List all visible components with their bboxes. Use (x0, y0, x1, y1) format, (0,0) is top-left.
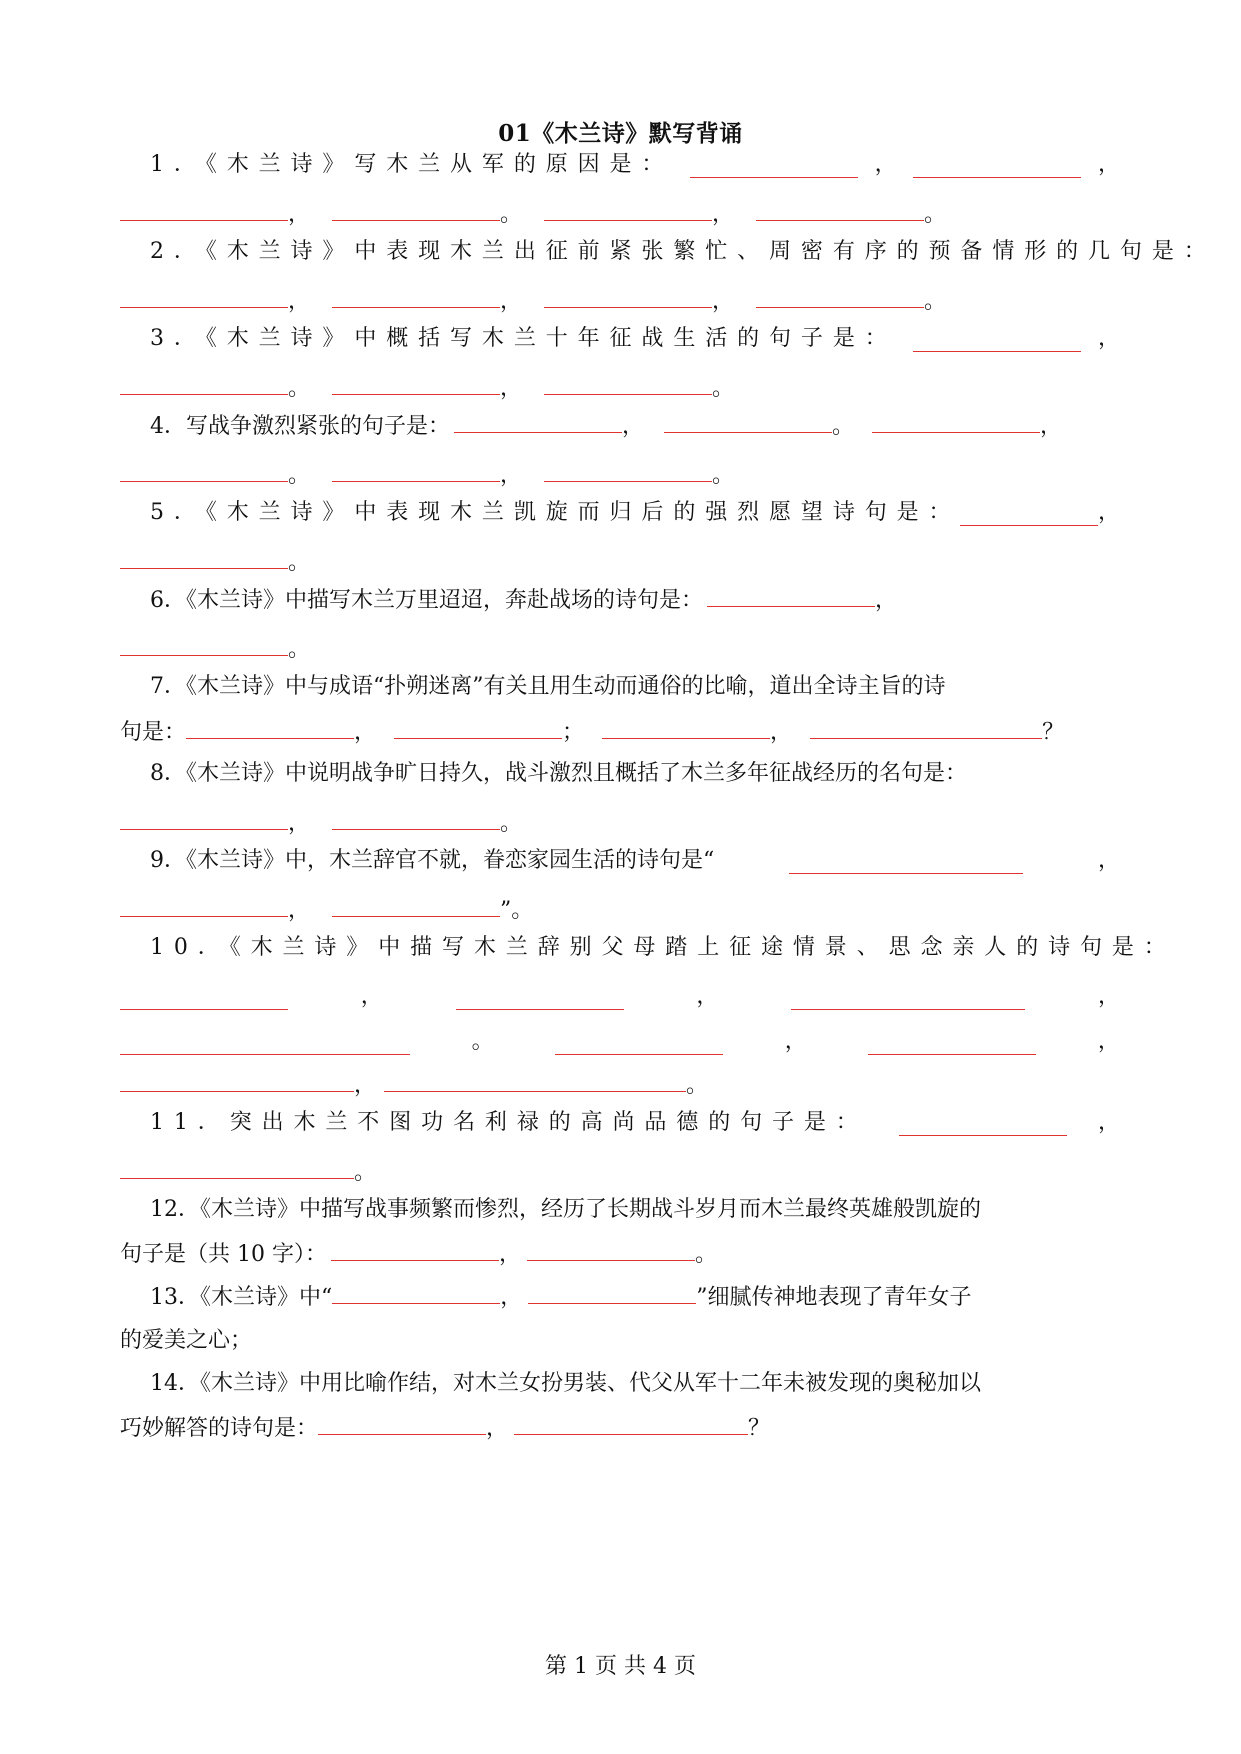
punctuation: ， (622, 414, 645, 439)
answer-blank[interactable] (120, 804, 288, 830)
punctuation: ， (712, 202, 735, 227)
q1-stem: 《木兰诗》写木兰从军的原因是： (205, 152, 674, 177)
answer-blank[interactable] (120, 543, 288, 569)
q9-line1 (120, 842, 1120, 880)
q14-line1 (120, 1365, 1120, 1403)
q9-stem: 《木兰诗》中，木兰辞官不就，眷恋家园生活的诗句是“ (186, 848, 715, 873)
answer-blank[interactable] (332, 456, 500, 482)
punctuation: ， (875, 588, 898, 613)
q5-stem: 《木兰诗》中表现木兰凯旋而归后的强烈愿望诗句是： (205, 500, 961, 525)
q9-line2 (120, 891, 1120, 929)
punctuation: ， (1097, 848, 1120, 873)
answer-blank[interactable] (120, 1153, 354, 1179)
punctuation: ， (1097, 984, 1120, 1009)
answer-blank[interactable] (332, 195, 500, 221)
punctuation: ， (500, 376, 523, 401)
q6-stem: 《木兰诗》中描写木兰万里迢迢，奔赴战场的诗句是： (186, 588, 704, 613)
punctuation: ？ (1042, 720, 1065, 745)
punctuation: 。 (288, 376, 311, 401)
q3-stem: 《木兰诗》中概括写木兰十年征战生活的句子是： (205, 326, 897, 351)
answer-blank[interactable] (756, 195, 924, 221)
q14-line2 (120, 1409, 1120, 1447)
answer-blank[interactable] (872, 407, 1040, 433)
answer-blank[interactable] (544, 456, 712, 482)
q5-line2 (120, 543, 1120, 581)
punctuation: ， (1097, 1110, 1120, 1135)
q12-stem: 《木兰诗》中描写战事频繁而惨烈，经历了长期战斗岁月而木兰最终英雄般凯旋的 (200, 1197, 982, 1222)
answer-blank[interactable] (602, 713, 770, 739)
punctuation: ， (874, 152, 897, 177)
q11-line2 (120, 1153, 1120, 1191)
q7-stem: 《木兰诗》中与成语“扑朔迷离”有关且用生动而通俗的比喻，道出全诗主旨的诗 (186, 674, 946, 699)
punctuation: 。 (288, 463, 311, 488)
punctuation: ， (288, 898, 311, 923)
answer-blank[interactable] (664, 407, 832, 433)
q4-line2 (120, 456, 1120, 494)
answer-blank[interactable] (544, 369, 712, 395)
q13-stem-cont: 的爱美之心； (120, 1328, 253, 1353)
punctuation: 。 (471, 1029, 494, 1054)
page-footer: 第 1 页 共 4 页 (545, 1654, 696, 1679)
punctuation: ， (1097, 500, 1120, 525)
punctuation: 。 (288, 637, 311, 662)
punctuation: ， (498, 1242, 521, 1267)
answer-blank[interactable] (810, 713, 1042, 739)
q12-number: 12． (150, 1197, 200, 1222)
punctuation: ， (500, 289, 523, 314)
punctuation: 。 (500, 811, 523, 836)
answer-blank[interactable] (791, 984, 1025, 1010)
q13-stem: 《木兰诗》中“ (200, 1285, 333, 1310)
answer-blank[interactable] (454, 407, 622, 433)
q3-number: 3． (150, 326, 206, 351)
punctuation: ， (354, 720, 377, 745)
answer-blank[interactable] (690, 152, 858, 178)
q2-line1 (120, 233, 1216, 271)
punctuation: ， (1097, 1029, 1120, 1054)
punctuation: 。 (924, 202, 947, 227)
punctuation: ？ (748, 1416, 771, 1441)
answer-blank[interactable] (527, 1235, 695, 1261)
q4-line1 (120, 407, 1120, 445)
q7-stem-cont: 句是： (120, 720, 187, 745)
answer-blank[interactable] (913, 152, 1081, 178)
punctuation: 。 (288, 550, 311, 575)
q5-number: 5． (150, 500, 206, 525)
answer-blank[interactable] (789, 848, 1023, 874)
q10-stem: 《木兰诗》中描写木兰辞别父母踏上征途情景、思念亲人的诗句是： (229, 935, 1176, 960)
answer-blank[interactable] (456, 984, 624, 1010)
q8-stem: 《木兰诗》中说明战争旷日持久，战斗激烈且概括了木兰多年征战经历的名句是： (186, 761, 968, 786)
q11-stem: 突出木兰不图功名利禄的高尚品德的句子是： (229, 1110, 868, 1135)
q3-line2 (120, 369, 1120, 407)
answer-blank[interactable] (332, 891, 500, 917)
punctuation: 。 (832, 414, 855, 439)
q7-number: 7． (150, 674, 186, 699)
punctuation: ， (288, 289, 311, 314)
q9-number: 9． (150, 848, 186, 873)
q6-line1 (120, 581, 1120, 619)
answer-blank[interactable] (394, 713, 562, 739)
q12-stem-cont: 句子是（共 10 字）： (120, 1242, 327, 1267)
answer-blank[interactable] (555, 1029, 723, 1055)
page-title: 01《木兰诗》默写背诵 (498, 120, 743, 147)
punctuation: 。 (500, 202, 523, 227)
q8-line2 (120, 804, 1120, 842)
answer-blank[interactable] (120, 195, 288, 221)
q10-line3 (120, 1023, 1120, 1061)
answer-blank[interactable] (384, 1066, 686, 1092)
answer-blank[interactable] (120, 630, 288, 656)
q6-line2 (120, 630, 1120, 668)
punctuation: ， (1097, 326, 1120, 351)
q10-line2 (120, 978, 1120, 1016)
q8-line1 (120, 755, 1120, 793)
answer-blank[interactable] (332, 1278, 500, 1304)
answer-blank[interactable] (913, 326, 1081, 352)
q3-line1 (120, 320, 1120, 358)
punctuation: ， (354, 1073, 377, 1098)
punctuation: 。 (712, 376, 735, 401)
answer-blank[interactable] (318, 1409, 486, 1435)
q6-number: 6． (150, 588, 186, 613)
answer-blank[interactable] (544, 282, 712, 308)
q10-number: 10． (150, 935, 230, 960)
answer-blank[interactable] (868, 1029, 1036, 1055)
answer-blank[interactable] (544, 195, 712, 221)
punctuation: ， (696, 984, 719, 1009)
q7-line2 (120, 713, 1120, 751)
q14-number: 14． (150, 1371, 200, 1396)
q8-number: 8． (150, 761, 186, 786)
q12-line2 (120, 1235, 1120, 1273)
q2-stem: 《木兰诗》中表现木兰出征前紧张繁忙、周密有序的预备情形的几句是： (205, 239, 1216, 264)
punctuation: ， (1097, 152, 1120, 177)
q14-stem-cont: 巧妙解答的诗句是： (120, 1416, 319, 1441)
answer-blank[interactable] (120, 984, 288, 1010)
answer-blank[interactable] (332, 804, 500, 830)
answer-blank[interactable] (514, 1409, 748, 1435)
q14-stem: 《木兰诗》中用比喻作结，对木兰女扮男装、代父从军十二年未被发现的奥秘加以 (200, 1371, 982, 1396)
punctuation: ， (360, 984, 383, 1009)
answer-blank[interactable] (756, 282, 924, 308)
answer-blank[interactable] (186, 713, 354, 739)
answer-blank[interactable] (960, 500, 1098, 526)
q10-line4 (120, 1066, 1120, 1104)
q5-line1 (120, 494, 1120, 532)
q13-number: 13． (150, 1285, 200, 1310)
q2-number: 2． (150, 239, 206, 264)
punctuation: ； (562, 720, 585, 745)
punctuation: ， (712, 289, 735, 314)
q13-line1 (120, 1278, 1120, 1316)
q1-line2 (120, 195, 1120, 233)
answer-blank[interactable] (120, 456, 288, 482)
q4-number: 4． (150, 414, 186, 439)
q2-line2 (120, 282, 1120, 320)
answer-blank[interactable] (332, 282, 500, 308)
punctuation: 。 (695, 1242, 718, 1267)
punctuation: ， (288, 811, 311, 836)
punctuation: ， (770, 720, 793, 745)
answer-blank[interactable] (120, 1029, 410, 1055)
q11-number: 11． (150, 1110, 230, 1135)
answer-blank[interactable] (120, 891, 288, 917)
answer-blank[interactable] (331, 1235, 499, 1261)
punctuation: 。 (686, 1073, 709, 1098)
answer-blank[interactable] (332, 369, 500, 395)
punctuation: ， (784, 1029, 807, 1054)
punctuation: 。 (924, 289, 947, 314)
q13-line2 (120, 1322, 1120, 1360)
answer-blank[interactable] (120, 369, 288, 395)
q4-stem: 写战争激烈紧张的句子是： (186, 414, 451, 439)
punctuation: ， (486, 1416, 509, 1441)
q1-number: 1． (150, 152, 206, 177)
punctuation: ， (1040, 414, 1063, 439)
answer-blank[interactable] (120, 1066, 354, 1092)
q11-line1 (120, 1104, 1120, 1142)
q7-line1 (120, 668, 1120, 706)
q1-line1 (120, 146, 1120, 184)
punctuation: ， (288, 202, 311, 227)
q12-line1 (120, 1191, 1120, 1229)
answer-blank[interactable] (707, 581, 875, 607)
punctuation: 。 (354, 1160, 377, 1185)
answer-blank[interactable] (120, 282, 288, 308)
punctuation: ”细腻传神地表现了青年女子 (696, 1285, 972, 1310)
answer-blank[interactable] (899, 1110, 1067, 1136)
punctuation: ”。 (500, 898, 534, 923)
punctuation: ， (500, 463, 523, 488)
answer-blank[interactable] (528, 1278, 696, 1304)
punctuation: ， (500, 1285, 523, 1310)
q10-line1 (120, 929, 1176, 967)
punctuation: 。 (712, 463, 735, 488)
